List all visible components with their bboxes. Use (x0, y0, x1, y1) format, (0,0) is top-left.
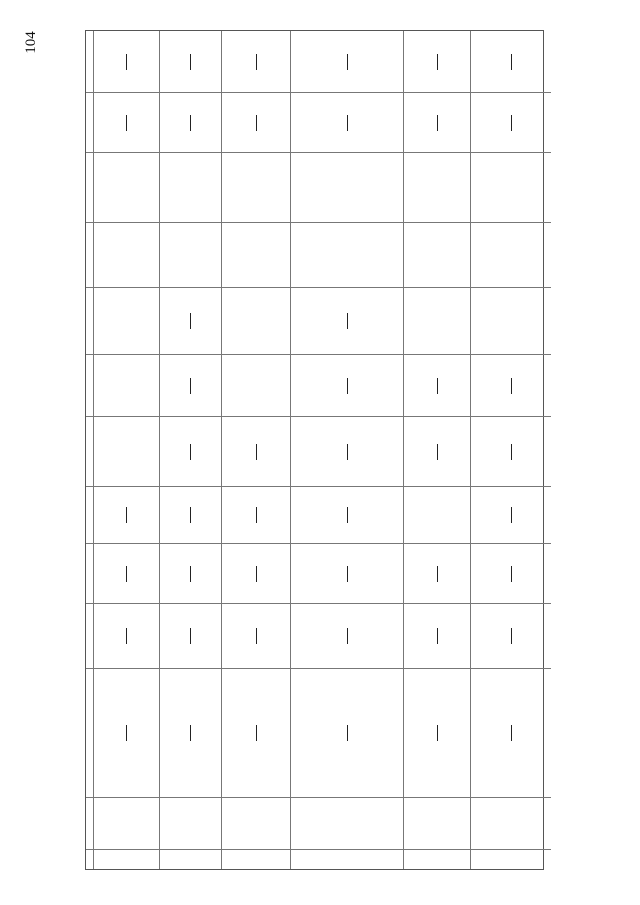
cell-r3-c5 (222, 544, 291, 604)
col-header-row-label (86, 31, 94, 93)
dash-mark (347, 566, 348, 582)
cell-r1-c13 (94, 31, 160, 93)
dash-mark (437, 628, 438, 644)
dash-mark (437, 725, 438, 741)
dash-mark (511, 444, 512, 460)
cell-r3-c12 (222, 93, 291, 153)
dash-mark (347, 115, 348, 131)
dash-mark (511, 507, 512, 523)
cell-r5-c8 (404, 355, 471, 417)
dash-mark (347, 725, 348, 741)
col-header-10 (86, 223, 94, 288)
cell-r1-c8 (94, 355, 160, 417)
cell-r5-num (404, 850, 471, 869)
cell-r4-c12 (291, 93, 404, 153)
col-header-3 (86, 669, 94, 798)
col-header-2 (86, 798, 94, 850)
cell-r3-c6 (222, 487, 291, 544)
dash-mark (437, 444, 438, 460)
cell-r5-c10 (404, 223, 471, 288)
cell-r1-num (94, 850, 160, 869)
cell-r4-c8 (291, 355, 404, 417)
cell-r6-c9 (471, 288, 551, 355)
cell-r2-c11 (160, 153, 222, 223)
dash-mark (256, 566, 257, 582)
cell-r5-c5 (404, 544, 471, 604)
cell-r5-c7 (404, 417, 471, 487)
dash-mark (190, 628, 191, 644)
cell-r6-c4 (471, 604, 551, 669)
cell-r2-c12 (160, 93, 222, 153)
cell-r3-c10 (222, 223, 291, 288)
col-header-8 (86, 355, 94, 417)
cell-r4-c13 (291, 31, 404, 93)
cell-r6-c10 (471, 223, 551, 288)
col-header-11 (86, 153, 94, 223)
cell-r1-c3 (94, 669, 160, 798)
dash-mark (126, 54, 127, 70)
cell-r3-address (222, 798, 291, 850)
cell-r5-c12 (404, 93, 471, 153)
dash-mark (190, 725, 191, 741)
col-header-6 (86, 487, 94, 544)
cell-r5-c6 (404, 487, 471, 544)
cell-r3-c9 (222, 288, 291, 355)
cell-r3-c3 (222, 669, 291, 798)
dash-mark (190, 507, 191, 523)
cell-r2-c8 (160, 355, 222, 417)
cell-r6-c12 (471, 93, 551, 153)
cell-r2-c9 (160, 288, 222, 355)
cell-r6-c3 (471, 669, 551, 798)
cell-r4-c11 (291, 153, 404, 223)
cell-r1-address (94, 798, 160, 850)
dash-mark (190, 444, 191, 460)
dash-mark (347, 507, 348, 523)
cell-r6-c8 (471, 355, 551, 417)
cell-r5-c11 (404, 153, 471, 223)
dash-mark (256, 725, 257, 741)
dash-mark (511, 115, 512, 131)
cell-r1-c9 (94, 288, 160, 355)
dash-mark (256, 628, 257, 644)
dash-mark (256, 54, 257, 70)
cell-r4-c10 (291, 223, 404, 288)
cell-r5-c9 (404, 288, 471, 355)
cell-r2-address (160, 798, 222, 850)
cell-r1-c5 (94, 544, 160, 604)
cell-r1-c7 (94, 417, 160, 487)
cell-r4-c5 (291, 544, 404, 604)
cell-r1-c12 (94, 93, 160, 153)
cell-r5-c4 (404, 604, 471, 669)
cell-r4-c4 (291, 604, 404, 669)
dash-mark (190, 115, 191, 131)
dash-mark (126, 566, 127, 582)
cell-r3-c8 (222, 355, 291, 417)
dash-mark (190, 313, 191, 329)
dash-mark (437, 566, 438, 582)
dash-mark (437, 378, 438, 394)
dash-mark (511, 54, 512, 70)
dash-mark (347, 444, 348, 460)
cell-r5-c13 (404, 31, 471, 93)
col-header-5 (86, 544, 94, 604)
cell-r6-c13 (471, 31, 551, 93)
cell-r1-c4 (94, 604, 160, 669)
dash-mark (511, 628, 512, 644)
cell-r2-c5 (160, 544, 222, 604)
col-header-7 (86, 417, 94, 487)
cell-r1-c6 (94, 487, 160, 544)
cell-r4-c9 (291, 288, 404, 355)
dash-mark (126, 628, 127, 644)
cell-r4-c6 (291, 487, 404, 544)
cell-r6-c6 (471, 487, 551, 544)
dash-mark (256, 507, 257, 523)
dash-mark (347, 313, 348, 329)
cell-r6-c7 (471, 417, 551, 487)
col-header-9 (86, 288, 94, 355)
cell-r2-c4 (160, 604, 222, 669)
dash-mark (511, 378, 512, 394)
services-table (85, 30, 544, 870)
cell-r6-c5 (471, 544, 551, 604)
dash-mark (347, 54, 348, 70)
dash-mark (347, 378, 348, 394)
cell-r2-num (160, 850, 222, 869)
dash-mark (190, 378, 191, 394)
dash-mark (347, 628, 348, 644)
col-header-12 (86, 93, 94, 153)
cell-r4-c3 (291, 669, 404, 798)
cell-r6-c11 (471, 153, 551, 223)
dash-mark (126, 507, 127, 523)
cell-r2-c6 (160, 487, 222, 544)
cell-r4-address (291, 798, 404, 850)
dash-mark (437, 115, 438, 131)
cell-r5-c3 (404, 669, 471, 798)
cell-r2-c7 (160, 417, 222, 487)
dash-mark (437, 54, 438, 70)
cell-r1-c10 (94, 223, 160, 288)
cell-r3-c11 (222, 153, 291, 223)
cell-r3-c4 (222, 604, 291, 669)
cell-r6-num (471, 850, 551, 869)
dash-mark (511, 566, 512, 582)
cell-r4-num (291, 850, 404, 869)
cell-r6-address (471, 798, 551, 850)
col-header-4 (86, 604, 94, 669)
cell-r3-c7 (222, 417, 291, 487)
cell-r3-num (222, 850, 291, 869)
cell-r2-c10 (160, 223, 222, 288)
cell-r4-c7 (291, 417, 404, 487)
col-header-1 (86, 850, 94, 869)
cell-r2-c3 (160, 669, 222, 798)
dash-mark (256, 444, 257, 460)
dash-mark (511, 725, 512, 741)
dash-mark (126, 115, 127, 131)
cell-r5-address (404, 798, 471, 850)
dash-mark (190, 54, 191, 70)
cell-r3-c13 (222, 31, 291, 93)
cell-r2-c13 (160, 31, 222, 93)
dash-mark (256, 115, 257, 131)
page-number: 104 (22, 30, 39, 54)
cell-r1-c11 (94, 153, 160, 223)
dash-mark (190, 566, 191, 582)
dash-mark (126, 725, 127, 741)
